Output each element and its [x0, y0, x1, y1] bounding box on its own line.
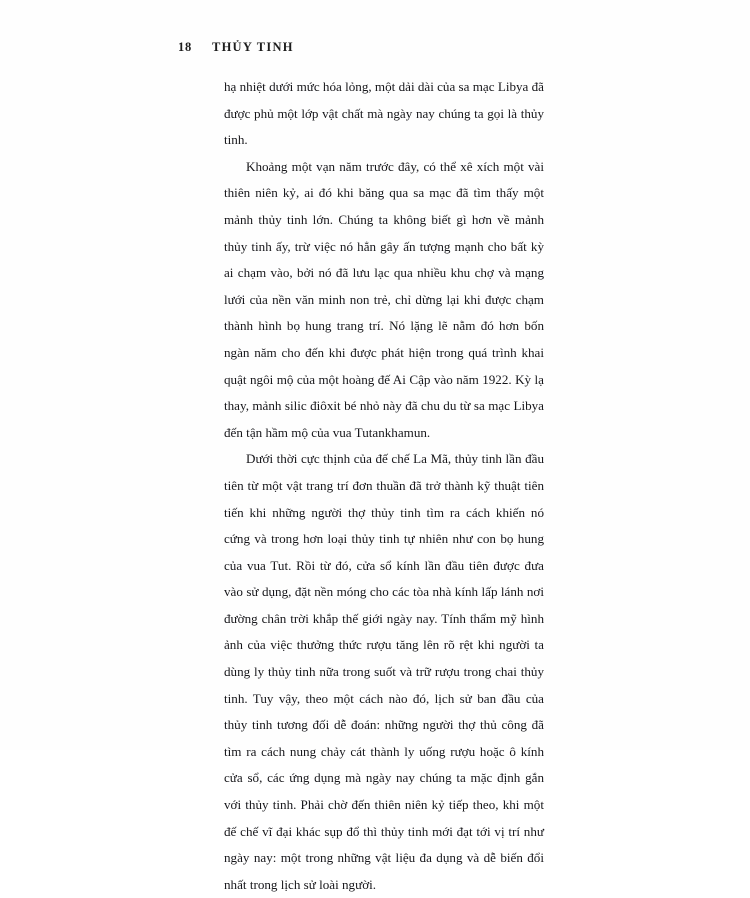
- paragraph: hạ nhiệt dưới mức hóa lỏng, một dải dài của sa mạc Libya đã được phủ một lớp vật chất mà ngày nay chúng ta gọi là thủy tinh.: [224, 79, 544, 148]
- running-head: [178, 40, 294, 55]
- paragraph: Khoảng một vạn năm trước đây, có thể xê xích một vài thiên niên kỷ, ai đó khi băng qua sa mạc đã tìm thấy một mảnh thủy tinh lớn. Chúng ta không biết gì hơn về mảnh thủy tinh ấy, trừ việc nó hẳn gây ấn tượng mạnh cho bất kỳ ai chạm vào, bởi nó đã lưu lạc qua nhiều khu chợ và mạng lưới của nền văn minh non trẻ, chỉ dừng lại khi được chạm thành hình bọ hung trang trí. Nó lặng lẽ nằm đó hơn bốn ngàn năm cho đến khi được phát hiện trong quá trình khai quật ngôi mộ của một hoàng đế Ai Cập vào năm 1922. Kỳ lạ thay, mảnh silic điôxit bé nhỏ này đã chu du từ sa mạc Libya đến tận hầm mộ của vua Tutankhamun.: [224, 158, 544, 440]
- chapter-title: THỦY TINH: [212, 40, 294, 54]
- paragraph: Dưới thời cực thịnh của đế chế La Mã, thủy tinh lần đầu tiên từ một vật trang trí đơn thuần đã trở thành kỹ thuật tiên tiến khi những người thợ thủy tinh tìm ra cách khiến nó cứng và trong hơn loại thủy tinh tự nhiên như con bọ hung của vua Tut. Rồi từ đó, cửa sổ kính lần đầu tiên được đưa vào sử dụng, đặt nền móng cho các tòa nhà kính lấp lánh nơi đường chân trời khắp thế giới ngày nay. Tính thẩm mỹ hình ảnh của việc thưởng thức rượu tăng lên rõ rệt khi người ta dùng ly thủy tinh nữa trong suốt và trữ rượu trong chai thủy tinh. Tuy vậy, theo một cách nào đó, lịch sử ban đầu của thủy tinh tương đối dễ đoán: những người thợ thủ công đã tìm ra cách nung chảy cát thành ly uống rượu hoặc ô kính cửa sổ, các ứng dụng mà ngày nay chúng ta mặc định gắn với thủy tinh. Phải chờ đến thiên niên kỷ tiếp theo, khi một đế chế vĩ đại khác sụp đổ thì thủy tinh mới đạt tới vị trí như ngày nay: một trong những vật liệu đa dụng và dễ biến đổi nhất trong lịch sử loài người.: [224, 451, 544, 892]
- body-text: [224, 74, 544, 898]
- page-number: 18: [178, 40, 192, 54]
